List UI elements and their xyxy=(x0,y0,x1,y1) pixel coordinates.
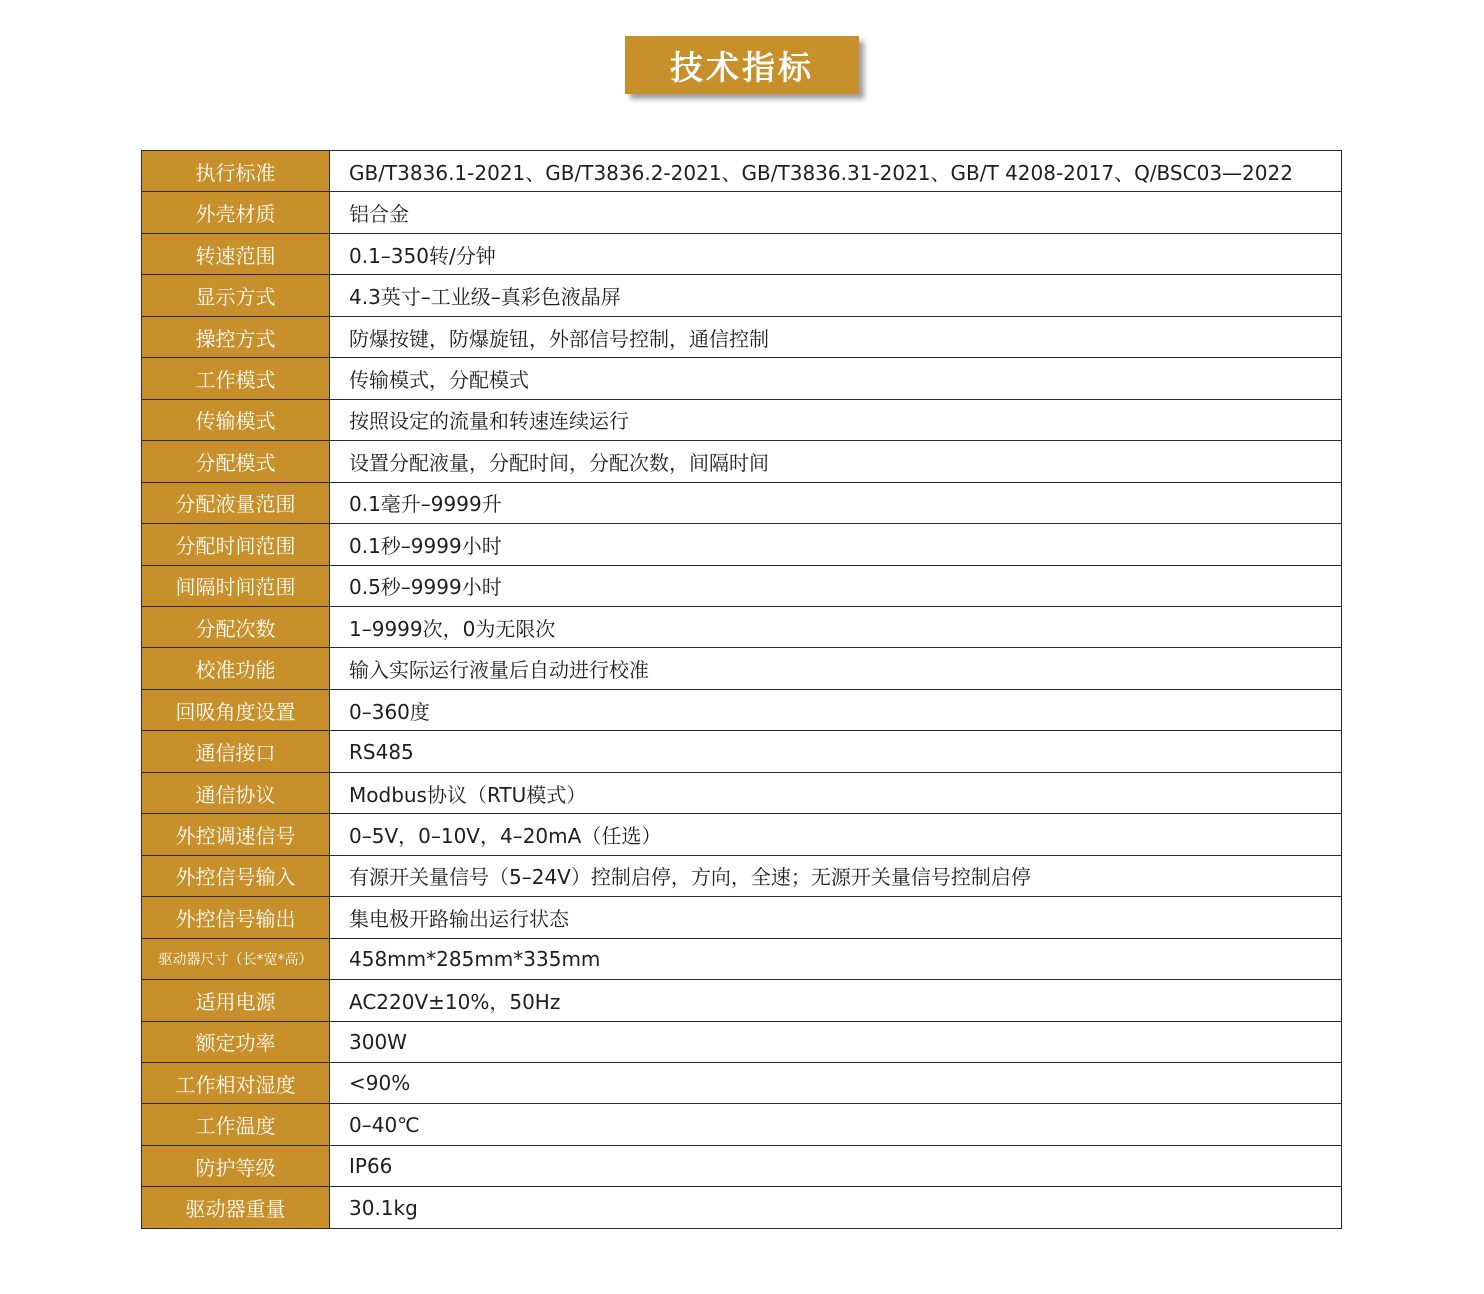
table-row xyxy=(142,482,1342,523)
table-row xyxy=(142,938,1342,979)
spec-key: 外控调速信号 xyxy=(142,814,330,855)
spec-key: 通信协议 xyxy=(142,772,330,813)
spec-key: 工作相对湿度 xyxy=(142,1062,330,1103)
spec-key: 转速范围 xyxy=(142,233,330,274)
spec-key: 工作模式 xyxy=(142,358,330,399)
table-row xyxy=(142,814,1342,855)
spec-key: 回吸角度设置 xyxy=(142,689,330,730)
spec-value: 设置分配液量，分配时间，分配次数，间隔时间 xyxy=(330,441,1342,482)
spec-value: 4.3英寸–工业级–真彩色液晶屏 xyxy=(330,275,1342,316)
table-row xyxy=(142,275,1342,316)
spec-value: 0.1–350转/分钟 xyxy=(330,233,1342,274)
spec-key: 适用电源 xyxy=(142,980,330,1021)
spec-value: 0–360度 xyxy=(330,689,1342,730)
spec-value: 按照设定的流量和转速连续运行 xyxy=(330,399,1342,440)
spec-key: 外控信号输出 xyxy=(142,897,330,938)
table-row xyxy=(142,441,1342,482)
spec-key: 防护等级 xyxy=(142,1145,330,1186)
spec-table xyxy=(141,150,1342,1229)
spec-key: 工作温度 xyxy=(142,1104,330,1145)
spec-value: RS485 xyxy=(330,731,1342,772)
table-row xyxy=(142,731,1342,772)
spec-key: 分配模式 xyxy=(142,441,330,482)
section-title: 技术指标 xyxy=(625,36,859,94)
table-row xyxy=(142,192,1342,233)
table-row xyxy=(142,565,1342,606)
spec-value: 0.1秒–9999小时 xyxy=(330,524,1342,565)
table-row xyxy=(142,1021,1342,1062)
spec-key: 间隔时间范围 xyxy=(142,565,330,606)
spec-value: 有源开关量信号（5–24V）控制启停，方向，全速；无源开关量信号控制启停 xyxy=(330,855,1342,896)
table-row xyxy=(142,316,1342,357)
table-row xyxy=(142,980,1342,1021)
spec-value: 铝合金 xyxy=(330,192,1342,233)
spec-key: 执行标准 xyxy=(142,151,330,192)
spec-key: 显示方式 xyxy=(142,275,330,316)
spec-value: <90% xyxy=(330,1062,1342,1103)
spec-key: 外壳材质 xyxy=(142,192,330,233)
spec-key: 校准功能 xyxy=(142,648,330,689)
table-row xyxy=(142,1187,1342,1228)
spec-value: GB/T3836.1-2021、GB/T3836.2-2021、GB/T3836.31-2021、GB/T 4208-2017、Q/BSC03—2022 xyxy=(330,151,1342,192)
table-row xyxy=(142,358,1342,399)
spec-key: 外控信号输入 xyxy=(142,855,330,896)
spec-value: 防爆按键，防爆旋钮，外部信号控制，通信控制 xyxy=(330,316,1342,357)
spec-key: 驱动器尺寸（长*宽*高） xyxy=(142,938,330,979)
spec-value: Modbus协议（RTU模式） xyxy=(330,772,1342,813)
table-row xyxy=(142,606,1342,647)
spec-key: 通信接口 xyxy=(142,731,330,772)
table-row xyxy=(142,1145,1342,1186)
spec-value: 300W xyxy=(330,1021,1342,1062)
table-row xyxy=(142,151,1342,192)
spec-value: 1–9999次，0为无限次 xyxy=(330,606,1342,647)
table-row xyxy=(142,399,1342,440)
spec-value: 0.1毫升–9999升 xyxy=(330,482,1342,523)
spec-key: 分配次数 xyxy=(142,606,330,647)
spec-value: 传输模式，分配模式 xyxy=(330,358,1342,399)
table-row xyxy=(142,1104,1342,1145)
spec-value: IP66 xyxy=(330,1145,1342,1186)
spec-key: 操控方式 xyxy=(142,316,330,357)
spec-key: 传输模式 xyxy=(142,399,330,440)
spec-value: 30.1kg xyxy=(330,1187,1342,1228)
table-row xyxy=(142,897,1342,938)
spec-value: 0–5V，0–10V，4–20mA（任选） xyxy=(330,814,1342,855)
table-row xyxy=(142,1062,1342,1103)
table-row xyxy=(142,772,1342,813)
spec-key: 分配液量范围 xyxy=(142,482,330,523)
spec-value: 输入实际运行液量后自动进行校准 xyxy=(330,648,1342,689)
spec-value: 0.5秒–9999小时 xyxy=(330,565,1342,606)
table-row xyxy=(142,689,1342,730)
table-row xyxy=(142,648,1342,689)
table-row xyxy=(142,524,1342,565)
spec-key: 额定功率 xyxy=(142,1021,330,1062)
spec-key: 驱动器重量 xyxy=(142,1187,330,1228)
table-row xyxy=(142,855,1342,896)
spec-value: 0–40℃ xyxy=(330,1104,1342,1145)
spec-value: AC220V±10%，50Hz xyxy=(330,980,1342,1021)
spec-value: 集电极开路输出运行状态 xyxy=(330,897,1342,938)
spec-value: 458mm*285mm*335mm xyxy=(330,938,1342,979)
spec-key: 分配时间范围 xyxy=(142,524,330,565)
table-row xyxy=(142,233,1342,274)
